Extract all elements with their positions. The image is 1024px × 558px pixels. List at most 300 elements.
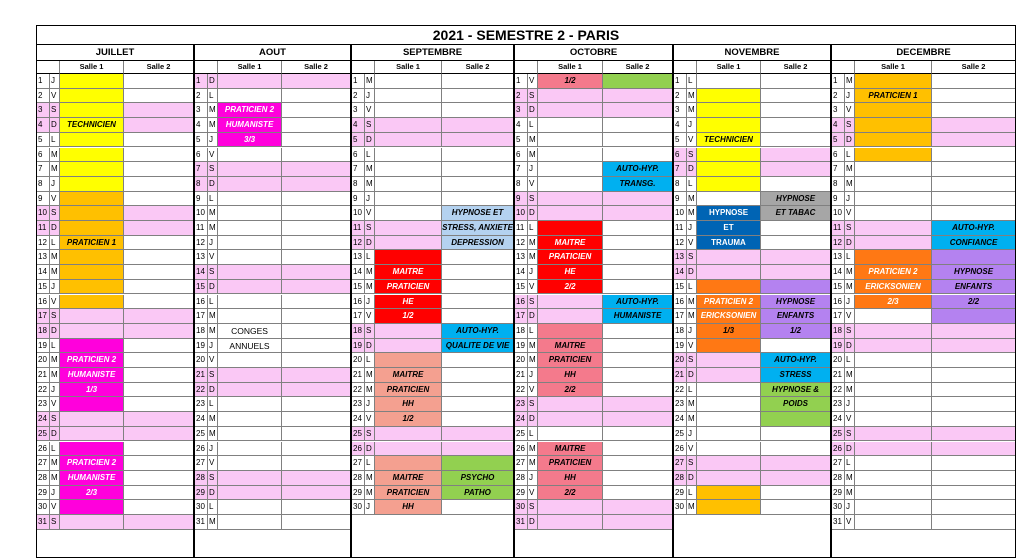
room2-slot [124,280,194,295]
day-letter: M [365,74,375,89]
day-number: 10 [194,206,208,221]
session-label: AUTO-HYP. [761,353,831,368]
day-number: 30 [351,500,365,515]
day-letter: M [845,486,855,501]
room1-slot [538,515,603,530]
session-label: PRATICIEN 2 [60,456,124,471]
day-number: 12 [194,236,208,251]
room1-slot [855,118,932,133]
room1-slot [60,324,124,339]
day-number: 21 [673,368,687,383]
day-number: 6 [673,148,687,163]
room2-slot [282,486,351,501]
day-number: 11 [831,221,845,236]
day-letter: L [528,221,538,236]
room2-slot [442,148,514,163]
room1-slot [697,148,761,163]
room2-slot [124,442,194,457]
room1-slot [697,250,761,265]
room1-slot [375,442,442,457]
room2-slot [932,192,1016,207]
day-letter: V [528,177,538,192]
day-number: 31 [194,515,208,530]
day-number: 4 [36,118,50,133]
room2-slot [603,265,673,280]
day-number: 29 [36,486,50,501]
room2-slot [124,500,194,515]
room2-slot [603,427,673,442]
day-letter: V [687,133,697,148]
room2-slot [442,103,514,118]
day-letter: L [687,383,697,398]
room2-slot [282,456,351,471]
room1-slot [218,177,282,192]
session-label: 2/2 [932,295,1016,310]
room2-slot [761,500,831,515]
room1-slot [218,280,282,295]
day-letter: M [845,368,855,383]
room1-slot [855,133,932,148]
day-letter: L [208,500,218,515]
room1-slot [375,236,442,251]
day-letter: J [365,192,375,207]
room1-slot [375,133,442,148]
room1-slot [218,250,282,265]
day-number: 19 [194,339,208,354]
day-letter: M [365,383,375,398]
day-letter: V [365,412,375,427]
session-label: MAITRE [375,265,442,280]
room2-slot [124,486,194,501]
room2-slot [932,515,1016,530]
day-number: 9 [673,192,687,207]
room2-slot [282,133,351,148]
day-letter: M [50,368,60,383]
room2-slot [603,236,673,251]
day-letter: S [528,295,538,310]
day-letter: V [845,206,855,221]
day-letter: V [50,89,60,104]
day-number: 3 [514,103,528,118]
room1-slot [538,221,603,236]
day-letter: D [528,103,538,118]
month-header: AOUT [194,45,351,61]
day-number: 19 [351,339,365,354]
day-letter: M [687,206,697,221]
day-number: 22 [351,383,365,398]
day-number: 18 [351,324,365,339]
room2-slot [932,324,1016,339]
day-letter: J [50,383,60,398]
day-number: 17 [351,309,365,324]
room2-slot [124,250,194,265]
room1-slot [855,309,932,324]
session-label: ERICKSONIEN [697,309,761,324]
room2-slot [124,368,194,383]
day-letter: V [845,412,855,427]
room1-slot [697,442,761,457]
room-header: Salle 2 [761,61,831,74]
day-letter: S [208,368,218,383]
room2-slot [282,412,351,427]
room2-slot [761,74,831,89]
room2-slot [932,500,1016,515]
room1-slot [218,265,282,280]
day-number: 4 [351,118,365,133]
room1-slot [218,456,282,471]
room1-slot [60,427,124,442]
day-letter: M [365,486,375,501]
day-number: 30 [831,500,845,515]
day-number: 7 [673,162,687,177]
day-number: 6 [194,148,208,163]
day-letter: S [50,515,60,530]
room2-slot [124,309,194,324]
day-number: 28 [831,471,845,486]
room2-slot [761,89,831,104]
room1-slot [218,192,282,207]
room2-slot [124,118,194,133]
session-label: 1/2 [761,324,831,339]
day-number: 5 [831,133,845,148]
room1-slot [855,500,932,515]
room2-slot [124,353,194,368]
room2-slot [124,397,194,412]
day-number: 6 [351,148,365,163]
session-label: PRATICIEN [375,486,442,501]
day-number: 2 [514,89,528,104]
day-number: 20 [831,353,845,368]
room2-slot [761,456,831,471]
day-number: 8 [673,177,687,192]
day-letter: V [528,383,538,398]
room2-slot [932,103,1016,118]
day-number: 27 [36,456,50,471]
day-number: 10 [351,206,365,221]
session-label: 2/2 [538,486,603,501]
day-letter: S [687,456,697,471]
day-number: 20 [351,353,365,368]
day-letter: M [845,177,855,192]
session-label: HYPNOSE [697,206,761,221]
day-number: 5 [351,133,365,148]
room1-slot [60,500,124,515]
room1-slot [375,324,442,339]
day-letter: S [845,221,855,236]
room1-slot [855,471,932,486]
session-label: 1/2 [538,74,603,89]
room2-slot [442,427,514,442]
room1-slot [855,353,932,368]
session-label: PRATICIEN [538,456,603,471]
room1-slot [60,221,124,236]
day-number: 15 [673,280,687,295]
session-label: POIDS [761,397,831,412]
room1-slot [538,133,603,148]
month-divider [193,45,195,558]
room2-slot [282,192,351,207]
session-label: PRATICIEN 2 [60,353,124,368]
day-letter: D [528,206,538,221]
room2-slot [442,265,514,280]
room1-slot [218,486,282,501]
day-letter: J [208,236,218,251]
day-number: 29 [194,486,208,501]
room2-slot [442,368,514,383]
day-letter: J [845,89,855,104]
day-letter: J [687,324,697,339]
room1-slot [218,221,282,236]
day-number: 27 [673,456,687,471]
day-letter: V [208,250,218,265]
day-letter: L [50,236,60,251]
room2-slot [932,89,1016,104]
room2-slot [932,353,1016,368]
room1-slot [60,133,124,148]
day-number: 4 [514,118,528,133]
day-letter: L [50,442,60,457]
session-label: 1/3 [697,324,761,339]
room1-slot [855,221,932,236]
day-letter: D [365,133,375,148]
room1-slot [538,177,603,192]
room-header: Salle 2 [932,61,1016,74]
day-number: 14 [831,265,845,280]
session-label: TECHNICIEN [697,133,761,148]
room2-slot [124,412,194,427]
room2-slot [603,324,673,339]
day-letter: D [365,236,375,251]
room1-slot [855,192,932,207]
day-number: 7 [514,162,528,177]
day-letter: V [208,148,218,163]
room2-slot [124,206,194,221]
room2-slot [124,427,194,442]
day-number: 29 [831,486,845,501]
day-letter: V [365,206,375,221]
day-number: 3 [673,103,687,118]
room1-slot [697,265,761,280]
room2-slot [603,383,673,398]
room2-slot [932,206,1016,221]
room2-slot [932,383,1016,398]
day-number: 17 [514,309,528,324]
day-number: 16 [36,295,50,310]
session-label: 1/2 [375,412,442,427]
room1-slot [375,103,442,118]
room2-slot [761,236,831,251]
day-number: 4 [831,118,845,133]
day-number: 30 [194,500,208,515]
room1-slot [697,412,761,427]
day-number: 27 [831,456,845,471]
room1-slot [60,177,124,192]
day-letter: M [50,162,60,177]
room2-slot [442,89,514,104]
room2-slot [282,339,351,354]
room2-slot [282,162,351,177]
session-label: PRATICIEN [375,383,442,398]
room2-slot [282,515,351,530]
room1-slot [697,383,761,398]
day-number: 14 [351,265,365,280]
month-divider [350,45,352,558]
day-letter: M [50,265,60,280]
day-letter: S [365,221,375,236]
room1-slot [375,148,442,163]
room2-slot [442,442,514,457]
day-letter: D [50,427,60,442]
day-letter: J [845,192,855,207]
day-letter: J [365,89,375,104]
room2-slot [282,427,351,442]
day-letter: J [528,368,538,383]
room2-slot [282,177,351,192]
room1-slot [855,324,932,339]
session-label: PRATICIEN 2 [855,265,932,280]
day-letter: M [365,368,375,383]
day-letter: J [687,221,697,236]
day-number: 23 [194,397,208,412]
day-letter: J [50,74,60,89]
room2-slot [932,148,1016,163]
room2-slot [603,353,673,368]
room1-slot [60,295,124,310]
day-number: 23 [351,397,365,412]
room-header: Salle 2 [603,61,673,74]
room1-slot [218,383,282,398]
room2-slot [124,103,194,118]
day-letter: V [528,280,538,295]
day-number: 12 [831,236,845,251]
room2-slot [932,368,1016,383]
room2-slot [761,412,831,427]
day-number: 10 [831,206,845,221]
day-letter: M [50,353,60,368]
month-header: NOVEMBRE [673,45,831,61]
room2-slot [282,324,351,339]
day-number: 21 [831,368,845,383]
room2-slot [932,339,1016,354]
day-letter: L [687,280,697,295]
room2-slot [932,471,1016,486]
room2-slot [603,486,673,501]
room1-slot [697,486,761,501]
blank-header [194,61,218,74]
day-letter: M [208,309,218,324]
day-number: 2 [673,89,687,104]
day-letter: V [845,103,855,118]
day-letter: M [845,162,855,177]
day-letter: D [845,442,855,457]
day-letter: V [50,397,60,412]
room2-slot [603,74,673,89]
day-number: 20 [36,353,50,368]
day-letter: S [687,353,697,368]
room1-slot [218,206,282,221]
room1-slot [60,265,124,280]
room1-slot [60,103,124,118]
room1-slot [697,500,761,515]
room2-slot [761,177,831,192]
day-number: 25 [831,427,845,442]
room1-slot [218,397,282,412]
room1-slot [60,74,124,89]
room2-slot [282,250,351,265]
day-letter: S [365,324,375,339]
room2-slot [761,118,831,133]
day-letter: M [687,309,697,324]
month-divider [513,45,515,558]
room2-slot [282,442,351,457]
day-number: 25 [351,427,365,442]
day-number: 25 [36,427,50,442]
room1-slot [855,206,932,221]
day-letter: L [50,133,60,148]
room2-slot [761,471,831,486]
day-number: 15 [514,280,528,295]
room1-slot [375,339,442,354]
room1-slot [855,397,932,412]
room1-slot [218,309,282,324]
day-number: 17 [194,309,208,324]
room-header: Salle 1 [855,61,932,74]
session-label: PRATICIEN [375,280,442,295]
room1-slot [697,118,761,133]
room2-slot [442,295,514,310]
session-label: HUMANISTE [603,309,673,324]
session-label: MAITRE [538,236,603,251]
day-letter: J [365,397,375,412]
room2-slot [282,118,351,133]
day-number: 9 [351,192,365,207]
room2-slot [932,412,1016,427]
session-label: PRATICIEN 2 [697,295,761,310]
day-letter: M [687,103,697,118]
day-number: 8 [36,177,50,192]
day-letter: J [528,162,538,177]
room2-slot [603,221,673,236]
day-number: 16 [514,295,528,310]
day-letter: M [687,89,697,104]
day-letter: S [528,89,538,104]
day-number: 2 [36,89,50,104]
day-number: 15 [831,280,845,295]
day-letter: S [687,250,697,265]
session-label: AUTO-HYP. [932,221,1016,236]
day-number: 26 [36,442,50,457]
room1-slot [855,368,932,383]
room2-slot [603,192,673,207]
room2-slot [282,148,351,163]
day-letter: M [687,192,697,207]
day-number: 7 [36,162,50,177]
room2-slot [761,265,831,280]
day-letter: L [845,353,855,368]
room1-slot [697,74,761,89]
day-number: 28 [351,471,365,486]
day-number: 12 [351,236,365,251]
room2-slot [932,309,1016,324]
day-number: 26 [194,442,208,457]
day-number: 11 [514,221,528,236]
day-letter: S [365,118,375,133]
room1-slot [855,339,932,354]
room1-slot [538,412,603,427]
day-number: 18 [36,324,50,339]
session-label: AUTO-HYP. [603,295,673,310]
day-number: 13 [514,250,528,265]
